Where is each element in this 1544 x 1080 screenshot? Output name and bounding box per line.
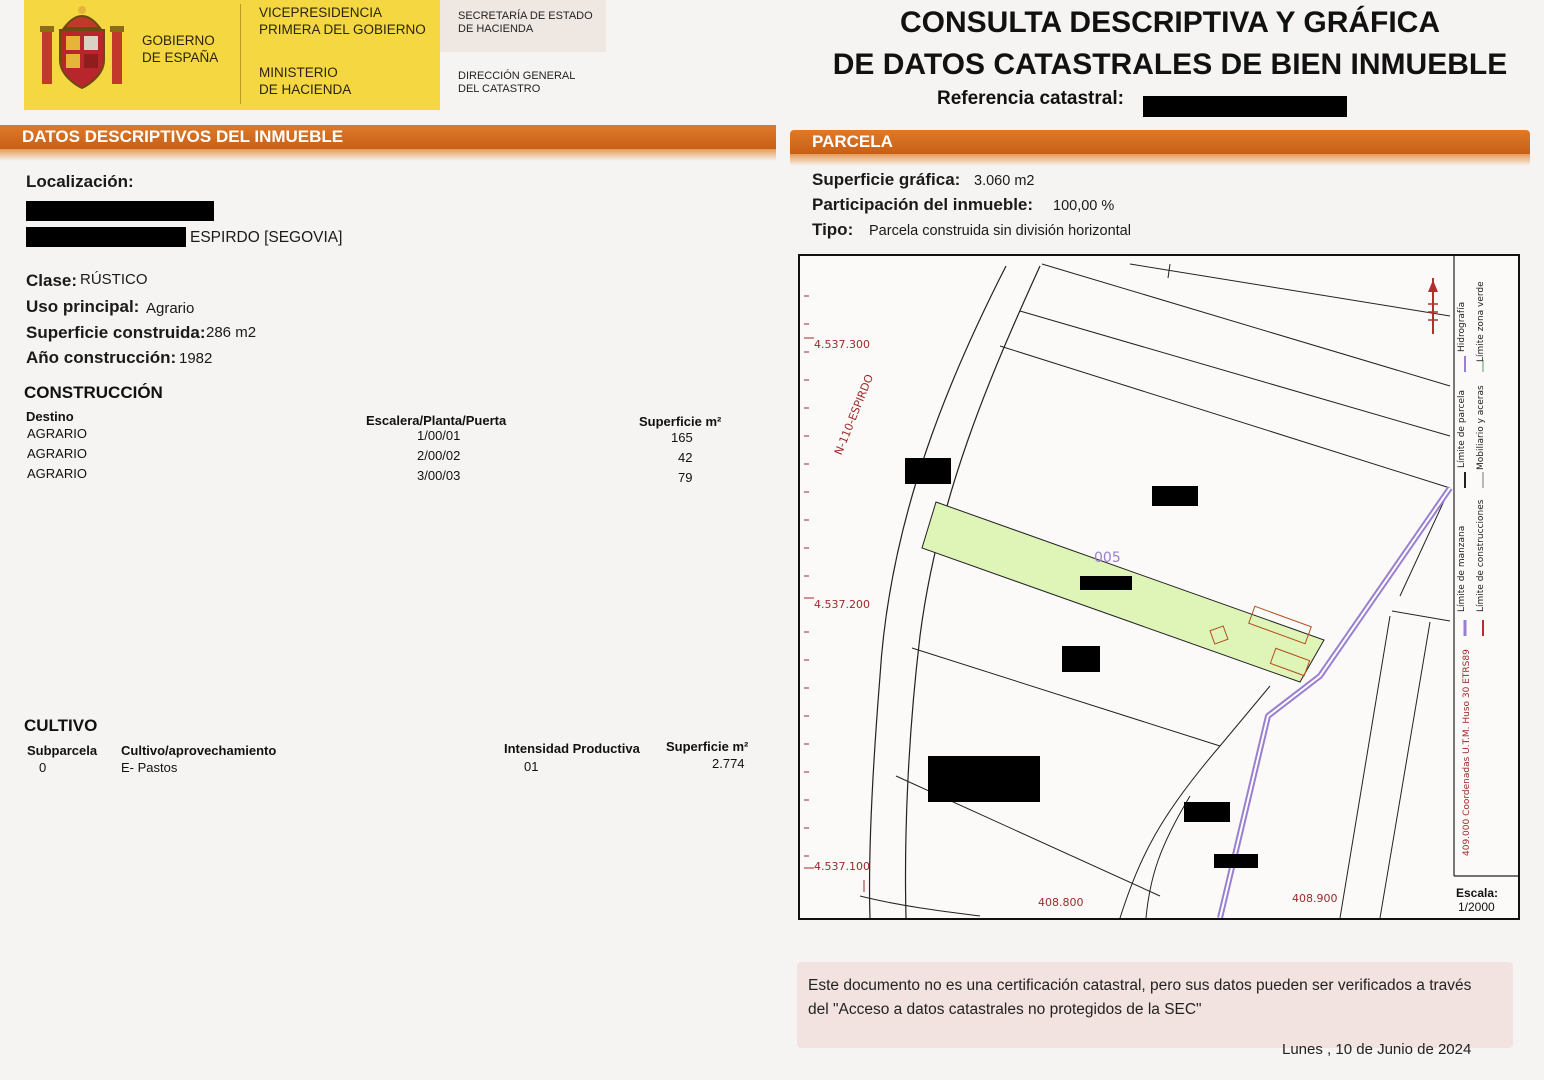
legend-item: Límite zona verde [1476,281,1486,362]
parcel-boundary [1400,488,1450,596]
construccion-title: CONSTRUCCIÓN [24,383,163,402]
legend-item: Hidrografía [1457,301,1467,352]
table-cell: 1/00/01 [417,428,461,443]
uso-principal-label: Uso principal: [26,297,140,316]
redaction-box [1143,96,1347,117]
participacion-value: 100,00 % [1053,198,1115,214]
header-divider [240,4,241,104]
col-superficie: Superficie m² [639,414,722,429]
scale-value: 1/2000 [1458,900,1495,914]
col-destino: Destino [26,409,74,424]
north-arrow-icon [1428,278,1438,334]
road-label: N-110-ESPIRDO [832,372,877,457]
parcel-boundary [1042,264,1450,386]
cultivo-title: CULTIVO [24,716,98,735]
redaction-box [1080,576,1132,590]
secretaria-label [458,10,593,36]
table-cell: 79 [678,470,693,485]
gobierno-line2: DE ESPAÑA [142,50,219,65]
y-coordinate-label: 4.537.200 [814,598,870,611]
localizacion-municipio: ESPIRDO [SEGOVIA] [190,229,343,246]
section-header-datos: DATOS DESCRIPTIVOS DEL INMUEBLE [0,125,776,149]
road-edge-line [906,266,1040,918]
clase-value: RÚSTICO [80,271,148,288]
redaction-box [1184,802,1230,822]
legend-item: Límite de construcciones [1476,499,1486,612]
vice-line1: VICEPRESIDENCIA [259,5,383,20]
redaction-box [26,201,214,221]
title-line1: CONSULTA DESCRIPTIVA Y GRÁFICA [899,6,1441,39]
table-cell: 42 [678,450,693,465]
ministerio-label [259,64,351,98]
parcel-boundary [1130,264,1450,316]
direccion-line1: DIRECCIÓN GENERAL [458,70,576,82]
localizacion-label: Localización: [26,172,134,191]
anio-construccion-label: Año construcción: [26,348,177,367]
parcel-boundary [860,896,980,916]
coat-of-arms-icon [34,2,130,98]
section-header-shadow [790,154,1530,166]
parcel-boundary [1168,264,1170,278]
table-cell: 2.774 [712,756,745,771]
table-cell: AGRARIO [27,466,87,481]
tipo-label: Tipo: [812,220,854,239]
x-coordinate-label: 408.900 [1292,892,1338,905]
y-coordinate-label: 4.537.100 [814,860,870,873]
disclaimer-text: Este documento no es una certificación catastral, pero sus datos pueden ser verificados a través del "Acceso a datos catastrales no protegidos de la SEC" [808,977,1472,1018]
parcel-boundary [1392,611,1450,621]
col-subparcela: Subparcela [27,743,98,758]
coordinate-system-note: 409.000 Coordenadas U.T.M. Huso 30 ETRS89 [1462,649,1472,856]
parcel-boundary [1020,311,1450,436]
construccion-table [24,406,760,486]
table-cell: AGRARIO [27,426,87,441]
vicepresidencia-label [259,4,426,38]
col-cultivo: Cultivo/aprovechamiento [121,743,277,758]
table-cell: 3/00/03 [417,468,461,483]
anio-construccion-value: 1982 [179,350,213,367]
highlighted-parcel[interactable] [922,502,1324,682]
cadastral-map[interactable] [798,254,1520,920]
tipo-value: Parcela construida sin división horizontal [869,223,1131,239]
col-superficie: Superficie m² [666,739,749,754]
table-cell: 0 [39,760,47,775]
cultivo-table [24,738,760,778]
table-cell: 165 [671,430,693,445]
redaction-box [928,756,1040,802]
superficie-grafica-value: 3.060 m2 [974,173,1035,189]
legend-item: Límite de manzana [1457,525,1467,612]
gobierno-line1: GOBIERNO [142,33,215,48]
section-header-parcela: PARCELA [790,130,1530,154]
table-cell: 01 [524,759,539,774]
gobierno-label [142,32,218,66]
ministerio-line2: DE HACIENDA [259,82,352,97]
superficie-construida-label: Superficie construida: [26,323,206,342]
hydrography-line [1220,488,1450,918]
road-edge-line [869,266,1006,918]
uso-principal-value: Agrario [146,300,195,317]
document-date: Lunes , 10 de Junio de 2024 [1282,1041,1472,1058]
x-coordinate-label: 408.800 [1038,896,1084,909]
y-coordinate-label: 4.537.300 [814,338,870,351]
referencia-catastral-label: Referencia catastral: [937,88,1124,109]
direccion-line2: DEL CATASTRO [458,83,541,95]
superficie-construida-value: 286 m2 [206,324,257,341]
redaction-box [1062,646,1100,672]
vice-line2: PRIMERA DEL GOBIERNO [259,22,426,37]
section-header-shadow [0,149,776,161]
col-escalera: Escalera/Planta/Puerta [366,413,507,428]
title-line2: DE DATOS CATASTRALES DE BIEN INMUEBLE [832,48,1508,81]
participacion-label: Participación del inmueble: [812,195,1034,214]
redaction-box [26,227,186,247]
legend-item: Límite de parcela [1457,389,1467,468]
parcel-boundary [1000,346,1450,488]
parcel-boundary [1340,616,1390,918]
table-cell: 2/00/02 [417,448,461,463]
redaction-box [1214,854,1258,868]
direccion-label [458,70,575,96]
table-cell: AGRARIO [27,446,87,461]
parcel-boundary [1380,622,1430,918]
table-cell: E- Pastos [121,760,178,775]
secretaria-line1: SECRETARÍA DE ESTADO [458,10,593,22]
secretaria-line2: DE HACIENDA [458,23,534,35]
ministerio-line1: MINISTERIO [259,65,338,80]
superficie-grafica-label: Superficie gráfica: [812,170,961,189]
map-canvas [800,256,1518,918]
parcel-number-label: 005 [1094,550,1121,566]
redaction-box [1152,486,1198,506]
legend-item: Mobiliario y aceras [1476,385,1486,470]
col-intensidad: Intensidad Productiva [504,741,640,756]
page-title [820,2,1520,86]
redaction-box [905,458,951,484]
hydrography-line [1220,488,1450,918]
scale-label: Escala: [1456,886,1499,900]
clase-label: Clase: [26,271,78,290]
